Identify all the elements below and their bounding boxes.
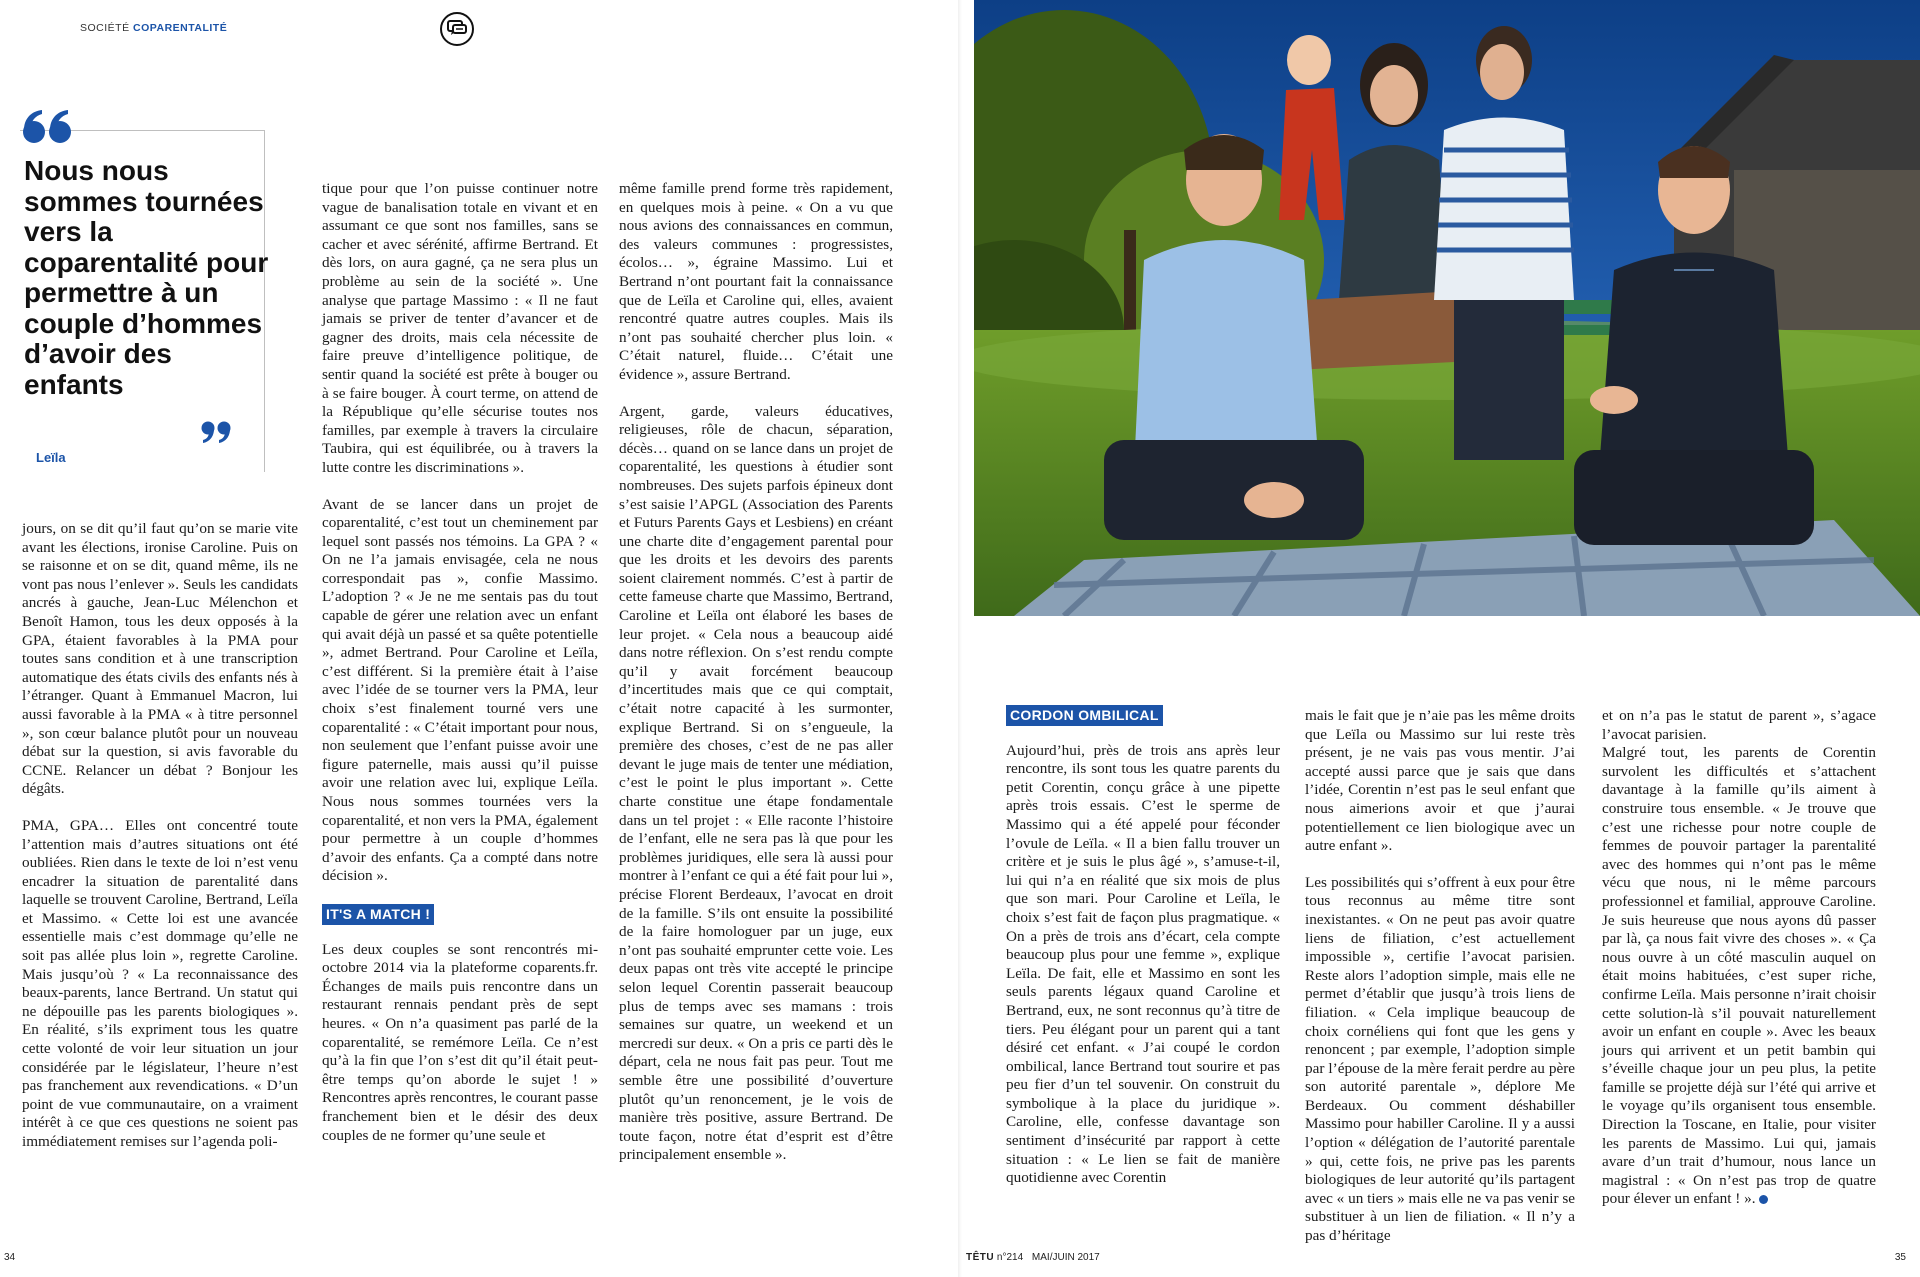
article-column-5 bbox=[1305, 707, 1575, 1246]
subhead-cordon-ombilical: CORDON OMBILICAL bbox=[1006, 705, 1163, 726]
footer-left bbox=[4, 1252, 15, 1263]
article-column-2 bbox=[322, 180, 598, 1145]
section-label: SOCIÉTÉ bbox=[80, 22, 130, 34]
family-photo bbox=[974, 0, 1920, 616]
paragraph: et on n’a pas le statut de parent », s’agace l’avocat parisien. bbox=[1602, 707, 1876, 743]
paragraph: jours, on se dit qu’il faut qu’on se marie vite avant les élections, ironise Caroline. Puis on se raisonne et on se dit, quand même, ils ne vont pas nous l’enlever ». Seuls les candidats ancrés à gauche, Jean-Luc Mélenchon et Benoît Hamon, tous les deux opposés à la GPA, étaient favorables à la PMA pour toutes sans condition et à une transcription automatique des états civils des enfants nés à l’étranger. Quant à Emmanuel Macron, lui aussi favorable à la PMA « à titre personnel », son cœur balance plutôt pour un nouveau débat sur la question, si avis favorable du CCNE. Relancer un débat ? Bonjour les dégâts. bbox=[22, 520, 298, 798]
paragraph: Argent, garde, valeurs éducatives, religieuses, rôle de chacun, séparation, décès… quand on se lance dans un projet de coparentalité, les questions à étudier sont nombreuses. Des sujets parfois épineux dont s’est saisie l’APGL (Association des Parents et Futurs Parents Gays et Lesbiens) en créant une charte dite d’engagement parental pour que les droits et les devoirs des parents soient clairement nommés. C’est à partir de cette fameuse charte que Massimo, Bertrand, Caroline et Leïla ont élaboré les bases de leur projet. « Cela nous a beaucoup aidé dans notre réflexion. On s’est rendu compte qu’il y avait forcément beaucoup d’incertitudes mais que ce qui comptait, c’était notre capacité à les surmonter, explique Bertrand. Si on s’engueule, la première des choses, c’est de ne pas aller devant le juge mais de tenter une médiation, c’est le point le plus important ». Cette charte constitue une étape fondamentale dans un tel projet : « Elle raconte l’histoire de l’enfant, elle ne sera pas là que pour les problèmes juridiques, elle sera là aussi pour montrer à l’enfant ce qui a été fait pour lui », précise Florent Berdeaux, l’avocat en droit de la famille. S’ils ont ensuite la possibilité de la faire homologuer par un juge, eux n’ont pas souhaité emprunter cette voie. Les deux papas ont très vite accepté le principe selon lequel Corentin passerait beaucoup plus de temps avec ses mamans : trois semaines sur quatre, un weekend et un mercredi sur deux. « On a pris ce parti dès le départ, cela ne nous fait pas peur. Tout me semble être une possibilité d’ouverture plutôt qu’un renoncement, je le vois de manière très positive, assure Bertrand. De toute façon, notre état d’esprit est d’être principalement ensemble ». bbox=[619, 402, 893, 1164]
paragraph: PMA, GPA… Elles ont concentré toute l’attention mais d’autres situations ont été oubliées. Rien dans le texte de loi n’est venu encadrer la situation de parentalité dans laquelle se trouvent Caroline, Bertrand, Leïla et Massimo. « Cette loi est une avancée essentielle mais c’est dommage qu’elle ne soit pas allée plus loin », regrette Caroline. Mais jusqu’où ? « La reconnaissance des beaux-parents, lance Bertrand. Un statut qui ne dépouille pas les parents biologiques ». En réalité, s’ils expriment tous les quatre cette volonté de voir leur situation un jour considérée par le législateur, l’heure n’est pas franchement aux revendications. « D’un point de vue communautaire, on a vraiment intérêt à ce que ces questions ne soient pas immédiatement remises sur l’agenda poli- bbox=[22, 816, 298, 1150]
paragraph: tique pour que l’on puisse continuer notre vague de banalisation totale en vivant et en assumant ce que sont nos familles, sans se cacher et avec sérénité, affirme Bertrand. Et dès lors, on aura gagné, ça ne sera plus un problème au sein de la société ». Une analyse que partage Massimo : « Il ne faut jamais se priver de tenter d’avancer et de gagner des droits, mais cela nécessite de faire preuve d’intelligence politique, de sentir quand la société est prête à bouger ou à se faire bouger. À court terme, on attend de la République qu’elle sécurise toutes nos familles, par exemple à travers la circulaire Taubira, qui est équilibrée, ou à travers la lutte contre les discriminations ». bbox=[322, 180, 598, 476]
open-quote-icon bbox=[22, 108, 74, 144]
end-dot-icon bbox=[1759, 1195, 1768, 1204]
issue-number: n°214 bbox=[996, 1252, 1024, 1263]
article-column-3 bbox=[619, 180, 893, 1165]
chat-bubble-icon bbox=[440, 12, 474, 46]
paragraph-text: Malgré tout, les parents de Corentin survolent les difficultés et s’attachent davantage à la famille qu’ils aiment à construire tous ensemble. « Je trouve que c’est une richesse pour notre couple de femmes de pouvoir partager la parentalité avec des hommes qui n’ont pas le même vécu que nous, ni le même parcours professionnel et familial, approuve Caroline. Je suis heureuse que nous ayons dû passer par là, ça nous fait vivre des choses ». « Ça nous ouvre à un côté masculin auquel on était moins habituées, c’est super riche, confirme Leïla. Mais personne n’irait choisir cette solution-là s’il pouvait naturellement avoir un enfant en couple ». Avec les beaux jours qui arrivent et un petit bambin qui s’éveille chaque jour un peu plus, la petite famille se projette déjà sur l’été qui arrive et le voyage qu’ils organisent tous ensemble. Direction la Toscane, en Italie, pour visiter les parents de Massimo. Lui qui, jamais avare d’un trait d’humour, nous lance un magistral : « On n’est pas trop de quatre pour élever un enfant ! ». bbox=[1602, 744, 1876, 1208]
paragraph: Les deux couples se sont rencontrés mi-octobre 2014 via la plateforme coparents.fr. Échanges de mails puis rencontre dans un restaurant rennais pendant près de sept heures. « On n’a quasiment pas parlé de la coparentalité, se remémore Leïla. Ce n’est qu’à la fin que l’on s’est dit qu’il était peut-être temps qu’on aborde le sujet ! » Rencontres après rencontres, le courant passe franchement bien et le désir des deux couples de ne former qu’une seule et bbox=[322, 940, 598, 1144]
paragraph: Les possibilités qui s’offrent à eux pour être tous reconnus au même titre sont inexistantes. « On ne peut pas avoir quatre liens de filiation, c’est actuellement impossible », certifie l’avocat parisien. Reste alors l’adoption simple, mais elle ne permet d’établir que jusqu’à trois liens de filiation. « Cela implique beaucoup de choix cornéliens qui font que les gens y renoncent ; par exemple, l’adoption simple par l’épouse de la mère ferait perdre au père son autorité parentale », déplore Me Berdeaux. Ou comment déshabiller Massimo pour habiller Caroline. Il y a aussi l’option « délégation de l’autorité parentale » qui, cette fois, ne prive pas les parents biologiques de leur autorité qu’ils partagent avec « un tiers » mais elle ne va pas venir se substituer à un lien de filiation. « Il n’y a pas d’héritage bbox=[1305, 873, 1575, 1245]
article-column-1 bbox=[22, 520, 298, 1152]
section-kicker bbox=[80, 22, 227, 34]
pull-quote-text: Nous nous sommes tournées vers la coparentalité pour permettre à un couple d’hommes d’avoir des enfants bbox=[24, 155, 269, 400]
paragraph: même famille prend forme très rapidement, en quelques mois à peine. « On a vu que nous avions des connaissances en commun, des valeurs communes : progressistes, écolos… », égraine Massimo. Lui et Bertrand n’ont pourtant fait la connaissance que de Leïla et Caroline qui, elles, avaient rencontré quatre autres couples. Mais ils n’ont pas souhaité chercher plus loin. « C’était naturel, fluide… C’était une évidence », assure Bertrand. bbox=[619, 180, 893, 383]
footer-right bbox=[966, 1252, 1906, 1263]
pull-quote-author: Leïla bbox=[36, 450, 66, 465]
issue-date: MAI/JUIN 2017 bbox=[1031, 1252, 1100, 1263]
footer-masthead bbox=[966, 1252, 1100, 1263]
page-number: 35 bbox=[1894, 1252, 1906, 1263]
paragraph: Avant de se lancer dans un projet de coparentalité, c’est tout un cheminement par lequel sont passés nos témoins. La GPA ? « On ne l’a jamais envisagée, cela ne nous correspondait pas », confie Massimo. L’adoption ? « Je ne me sentais pas du tout capable de gérer une relation avec un enfant qui avait déjà un passé et sa quête potentielle », admet Bertrand. Pour Caroline et Leïla, c’est différent. Si la première était à l’aise avec l’idée de se tourner vers la PMA, leur choix s’est finalement tourné vers une coparentalité : « C’était important pour nous, non seulement que l’enfant puisse avoir une figure paternelle, mais aussi qu’il puisse avoir une relation avec lui, explique Leïla. Nous nous sommes tournées vers la coparentalité, et non vers la PMA, également pour permettre à un couple d’hommes d’avoir des enfants. Ça a compté dans notre décision ». bbox=[322, 495, 598, 885]
article-column-4 bbox=[1006, 705, 1280, 1188]
topic-label: COPARENTALITÉ bbox=[133, 22, 228, 34]
subhead-its-a-match: IT'S A MATCH ! bbox=[322, 904, 434, 925]
magazine-brand: TÊTU bbox=[966, 1252, 995, 1263]
paragraph bbox=[1602, 744, 1876, 1209]
article-column-6 bbox=[1602, 707, 1876, 1209]
page-number: 34 bbox=[4, 1252, 16, 1263]
paragraph: mais le fait que je n’aie pas les même droits que Leïla ou Massimo sur lui reste très présent, je ne vais pas vous mentir. J’ai accepté aussi parce que je sais que dans l’idée, Corentin n’est pas le seul enfant que nous aimerions avoir et que j’aurai potentiellement ce lien biologique avec un autre enfant ». bbox=[1305, 707, 1575, 855]
close-quote-icon bbox=[201, 421, 233, 445]
right-page bbox=[960, 0, 1920, 1277]
paragraph: Aujourd’hui, près de trois ans après leur rencontre, ils sont tous les quatre parents du petit Corentin, conçu grâce à une pipette après trois essais. C’est le sperme de Massimo qui a été appelé pour féconder l’ovule de Leïla. « Il a bien fallu trouver un critère et je suis le plus âgé », s’amuse-t-il, lui qui n’a en réalité que six mois de plus que son mari. Pour Caroline et Leïla, le choix s’est fait de façon plus pragmatique. « On a près de trois ans d’écart, cela compte beaucoup plus pour une femme », explique Leïla. De fait, elle et Massimo en sont les seuls parents légaux quand Caroline et Bertrand, eux, ne sont reconnus qu’à titre de tiers. Peu élégant pour un parent qui a tant désiré cet enfant. « J’ai coupé le cordon ombilical, lance Bertrand tout sourire et pas peu fier d’un tel souvenir. On construit du symbolique à la place du juridique ». Caroline, elle, confesse davantage son sentiment d’insécurité par rapport à cette situation : « Le lien se fait de manière quotidienne avec Corentin bbox=[1006, 741, 1280, 1187]
